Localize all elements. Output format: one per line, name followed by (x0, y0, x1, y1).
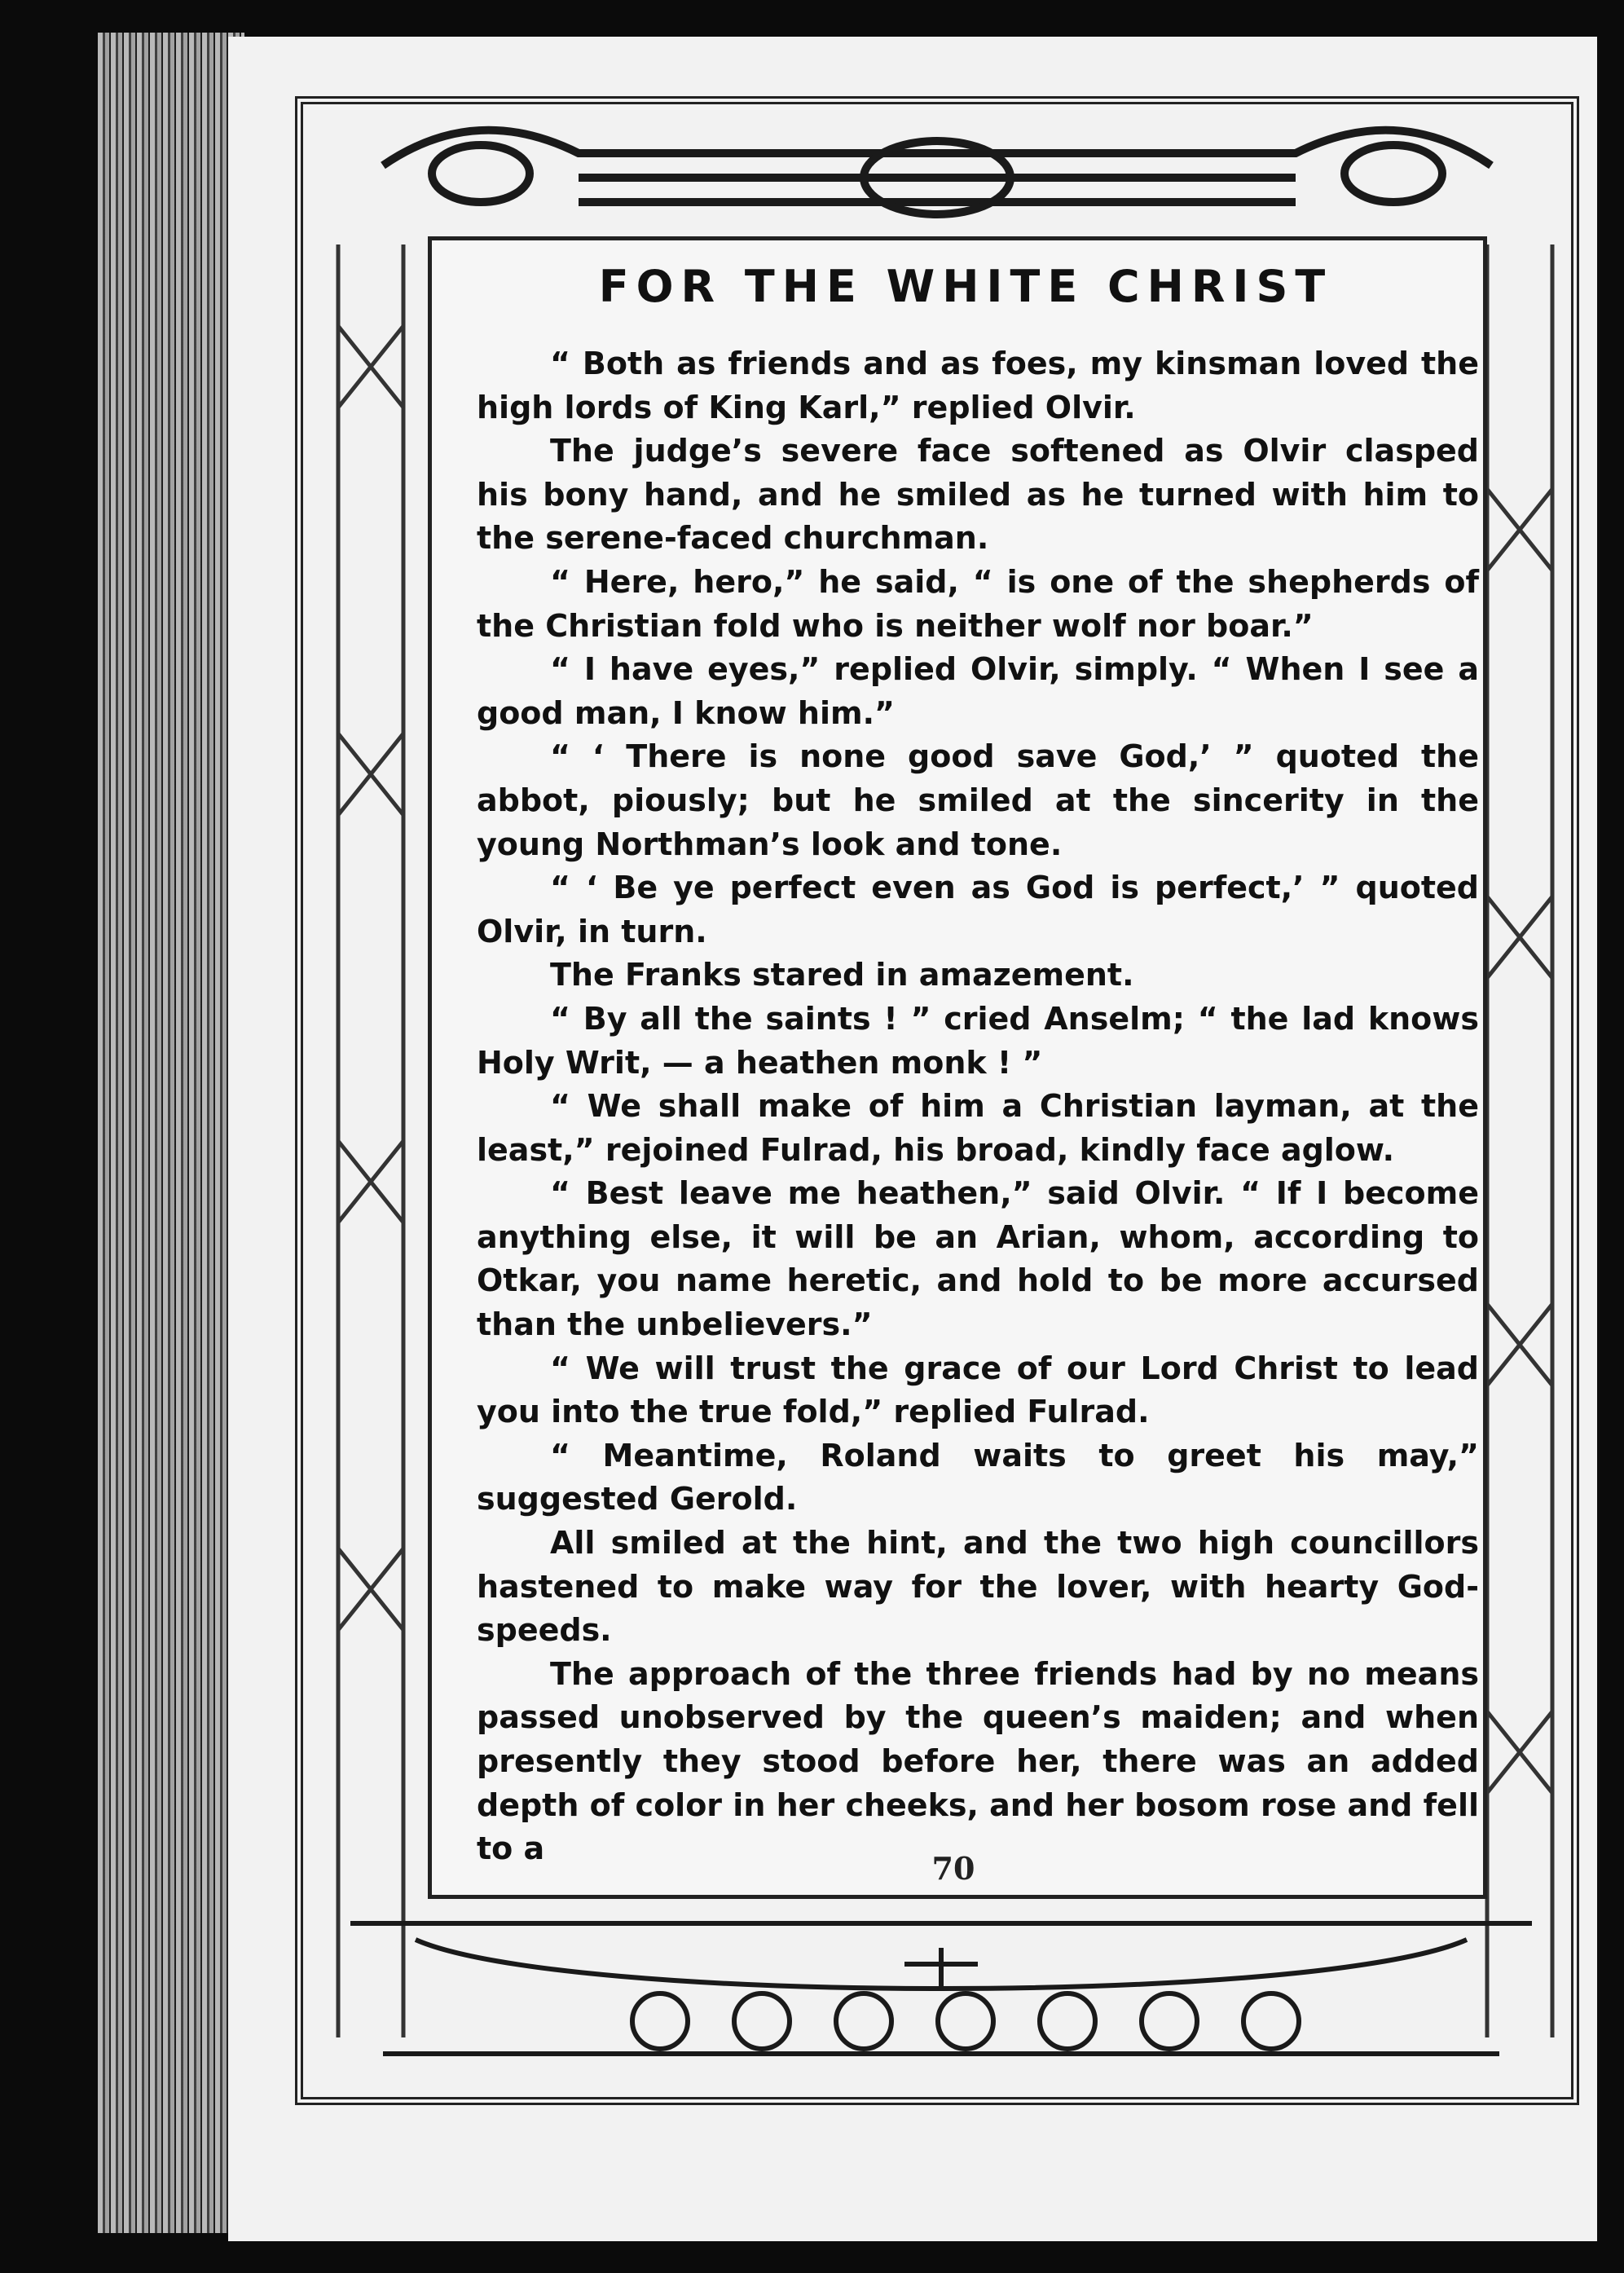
paragraph: “ We shall make of him a Christian layman, at the least,” rejoined Fulrad, his broad, kindly face aglow. (477, 1088, 1479, 1168)
paragraph: The judge’s severe face softened as Olvir clasped his bony hand, and he smiled as he turned with him to the serene-faced churchman. (477, 433, 1479, 557)
paragraph: “ We will trust the grace of our Lord Christ to lead you into the true fold,” replied Fulrad. (477, 1350, 1479, 1430)
paragraph: “ Both as friends and as foes, my kinsman loved the high lords of King Karl,” replied Olvir. (477, 346, 1479, 425)
paragraph: The approach of the three friends had by no means passed unobserved by the queen’s maiden; and when presently they stood before her, there was an added depth of color in her cheeks, and her bosom rose and fell to a (477, 1655, 1479, 1867)
bottom-ornament (318, 1891, 1565, 2086)
running-head: FOR THE WHITE CHRIST (598, 261, 1333, 312)
paragraph: “ Best leave me heathen,” said Olvir. “ If I become anything else, it will be an Arian, whom, according to Otkar, you name heretic, and hold to be more accursed than the unbelievers.” (477, 1175, 1479, 1343)
paragraph: “ I have eyes,” replied Olvir, simply. “ When I see a good man, I know him.” (477, 651, 1479, 731)
book-page-edges (98, 33, 244, 2233)
paragraph: “ Here, hero,” he said, “ is one of the shepherds of the Christian fold who is neither wolf nor boar.” (477, 563, 1479, 644)
top-ornament (334, 104, 1540, 227)
paragraph: “ Meantime, Roland waits to greet his may,” suggested Gerold. (477, 1437, 1479, 1518)
paragraph: “ By all the saints ! ” cried Anselm; “ the lad knows Holy Writ, — a heathen monk ! ” (477, 1000, 1479, 1081)
left-border-ornament (322, 244, 420, 2037)
paragraph: The Franks stared in amazement. (550, 957, 1134, 993)
paragraph: “ ‘ Be ye perfect even as God is perfect,’ ” quoted Olvir, in turn. (477, 870, 1479, 949)
paragraph: All smiled at the hint, and the two high councillors hastened to make way for the lover, with hearty God-speeds. (477, 1525, 1479, 1649)
paragraph: “ ‘ There is none good save God,’ ” quoted the abbot, piously; but he smiled at the sincerity in the young Northman’s look and tone. (477, 738, 1479, 862)
body-text (477, 342, 1479, 1871)
page-number: 70 (931, 1850, 975, 1887)
